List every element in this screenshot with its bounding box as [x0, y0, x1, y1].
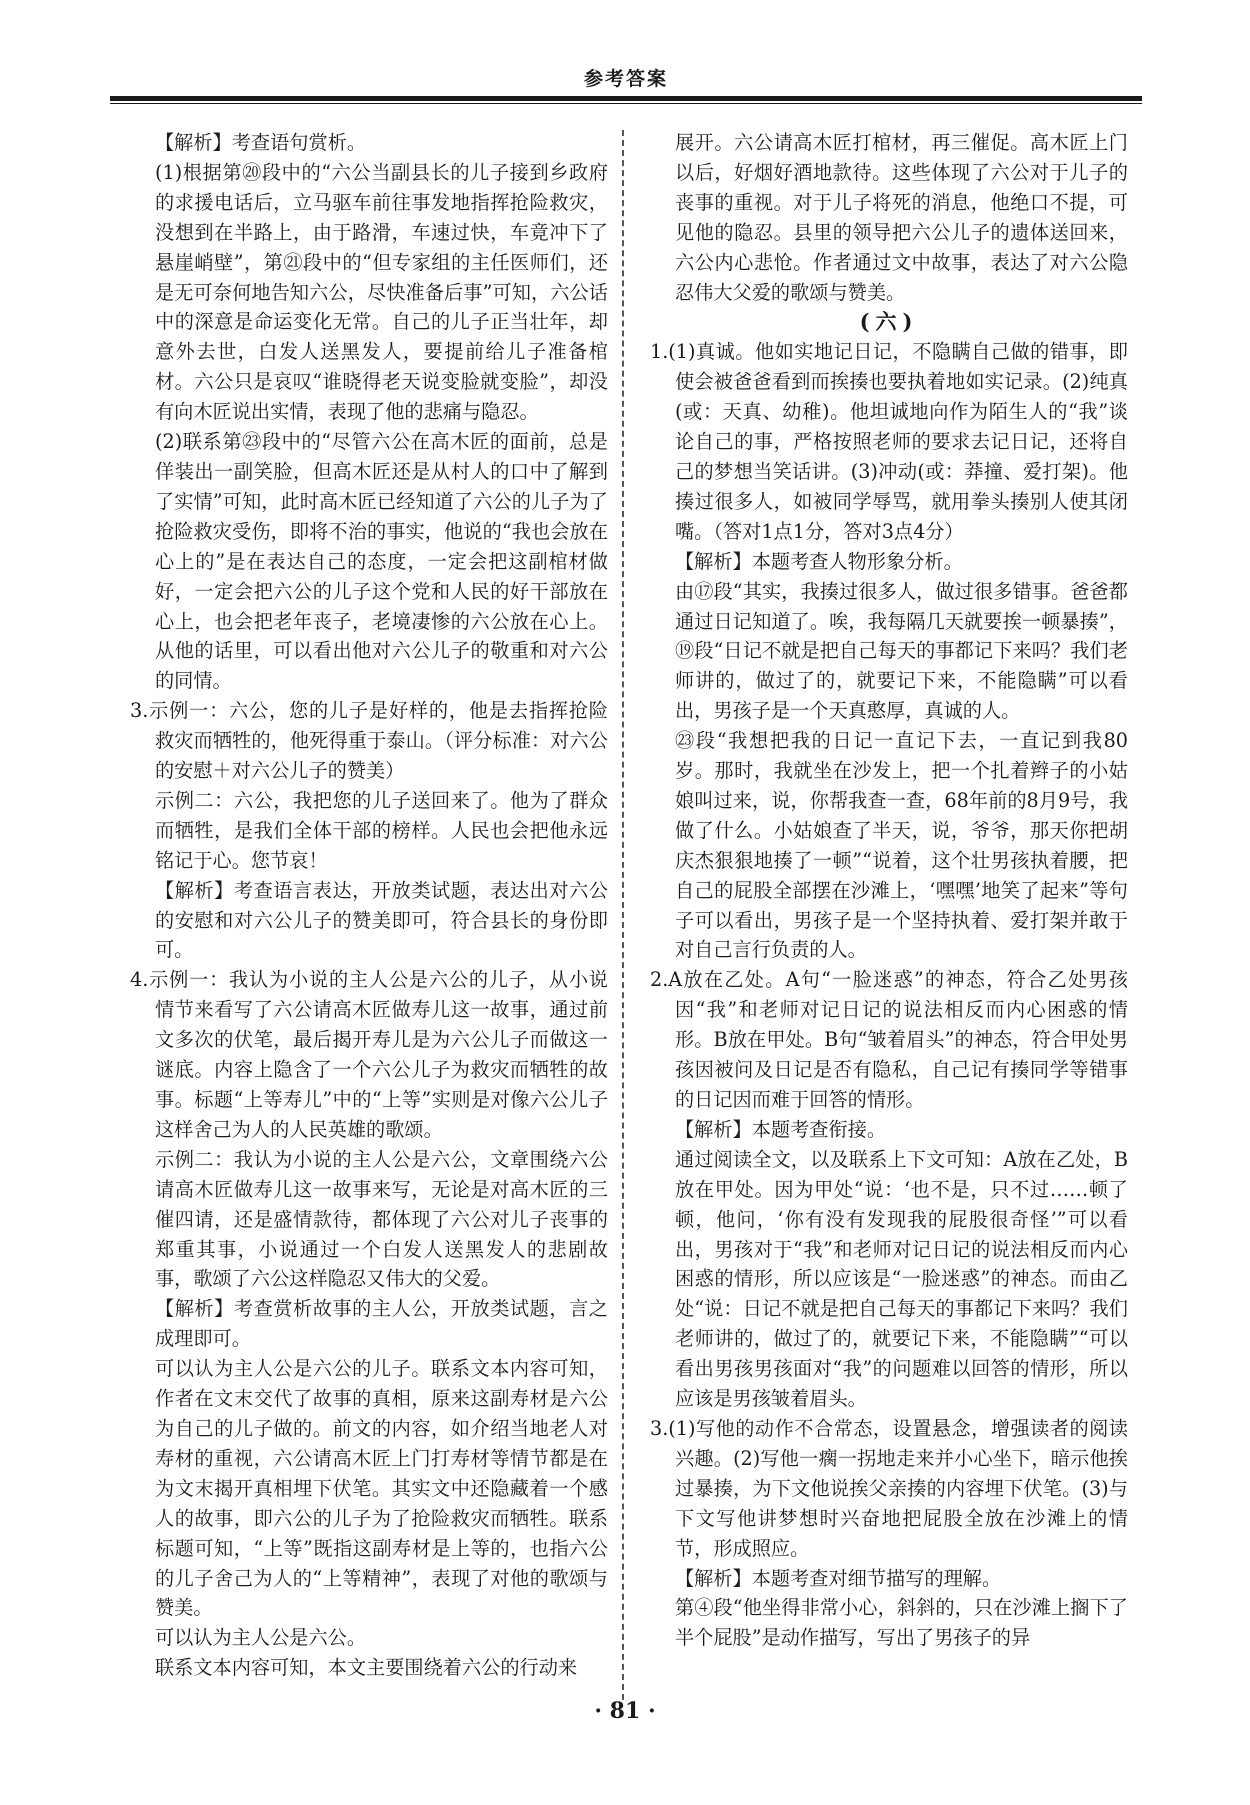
paragraph: 【解析】本题考查人物形象分析。: [675, 549, 963, 573]
answer-item: 3.(1)写他的动作不合常态，设置悬念，增强读者的阅读兴趣。(2)写他一瘸一拐地走来并小心坐下，暗示他挨过暴揍，为下文他说挨父亲揍的内容埋下伏笔。(3)与下文写他讲梦想时兴奋地把屁股全放在沙滩上的情节，形成照应。: [650, 1416, 1128, 1560]
paragraph: 第④段“他坐得非常小心，斜斜的，只在沙滩上搁下了半个屁股”是动作描写，写出了男孩子的异: [675, 1596, 1128, 1650]
right-column: [650, 128, 1128, 1653]
paragraph: 【解析】本题考查对细节描写的理解。: [675, 1566, 1002, 1590]
paragraph: 可以认为主人公是六公的儿子。联系文本内容可知，作者在文末交代了故事的真相，原来这副寿材是六公为自己的儿子做的。前文的内容，如介绍当地老人对寿材的重视，六公请高木匠上门打寿材等情节都是在为文末揭开真相埋下伏笔。其实文中还隐藏着一个感人的故事，即六公的儿子为了抢险救灾而牺牲。联系标题可知，“上等”既指这副寿材是上等的，也指六公的儿子舍己为人的“上等精神”，表现了对他的歌颂与赞美。: [155, 1357, 608, 1620]
page-header: [110, 58, 1142, 106]
header-title: 参考答案: [583, 68, 668, 90]
paragraph: 联系文本内容可知，本文主要围绕着六公的行动来: [155, 1656, 578, 1680]
paragraph: 【解析】考查赏析故事的主人公，开放类试题，言之成理即可。: [155, 1297, 608, 1351]
paragraph: 由⑰段“其实，我揍过很多人，做过很多错事。爸爸都通过日记知道了。唉，我每隔几天就要挨一顿暴揍”，⑲段“日记不就是把自己每天的事都记下来吗？我们老师讲的，做过了的，就要记下来，不能隐瞒”可以看出，男孩子是一个天真憨厚，真诚的人。: [675, 579, 1128, 723]
paragraph: 可以认为主人公是六公。: [155, 1626, 367, 1650]
paragraph: 【解析】考查语句赏析。: [155, 131, 367, 154]
paragraph: ㉓段“我想把我的日记一直记下去，一直记到我80岁。那时，我就坐在沙发上，把一个扎着辫子的小姑娘叫过来，说，你帮我查一查，68年前的8月9号，我做了什么。小姑娘查了半天，说，爷爷，那天你把胡庆杰狠狠地揍了一顿”“说着，这个壮男孩执着腰，把自己的屁股全部摆在沙滩上，‘嘿嘿’地笑了起来”等句子可以看出，男孩子是一个坚持执着、爱打架并敢于对自己言行负责的人。: [675, 729, 1128, 962]
paragraph: 示例二：我认为小说的主人公是六公，文章围绕六公请高木匠做寿儿这一故事来写，无论是对高木匠的三催四请，还是盛情款待，都体现了六公对儿子丧事的郑重其事，小说通过一个白发人送黑发人的悲剧故事，歌颂了六公这样隐忍又伟大的父爱。: [155, 1147, 608, 1291]
answer-item: 2.A放在乙处。A句“一脸迷惑”的神态，符合乙处男孩因“我”和老师对记日记的说法相反而内心困惑的情形。B放在甲处。B句“皱着眉头”的神态，符合甲处男孩因被问及日记是否有隐私，自己记有揍同学等错事的日记因而难于回答的情形。: [650, 968, 1128, 1111]
paragraph: 示例二：六公，我把您的儿子送回来了。他为了群众而牺牲，是我们全体干部的榜样。人民也会把他永远铭记于心。您节哀！: [155, 788, 608, 872]
paragraph: (1)根据第⑳段中的“六公当副县长的儿子接到乡政府的求援电话后，立马驱车前往事发地指挥抢险救灾，没想到在半路上，由于路滑，车速过快，车竟冲下了悬崖峭壁”，第㉑段中的“但专家组的主任医师们，还是无可奈何地告知六公，尽快准备后事”可知，六公话中的深意是命运变化无常。自己的儿子正当壮年，却意外去世，白发人送黑发人，要提前给儿子准备棺材。六公只是哀叹“谁晓得老天说变脸就变脸”，却没有向木匠说出实情，表现了他的悲痛与隐忍。: [155, 160, 608, 424]
paragraph: 【解析】本题考查衔接。: [675, 1117, 887, 1141]
header-rule: [110, 96, 1142, 101]
section-heading: (六): [859, 309, 919, 335]
paragraph: (2)联系第㉓段中的“尽管六公在高木匠的面前，总是佯装出一副笑脸，但高木匠还是从村人的口中了解到了实情”可知，此时高木匠已经知道了六公的儿子为了抢险救灾受伤，即将不治的事实，他说的“我也会放在心上的”是在表达自己的态度，一定会把这副棺材做好，一定会把六公的儿子这个党和人民的好干部放在心上，也会把老年丧子，老境凄惨的六公放在心上。从他的话里，可以看出他对六公儿子的敬重和对六公的同情。: [155, 430, 608, 693]
answer-item: 4.示例一：我认为小说的主人公是六公的儿子，从小说情节来看写了六公请高木匠做寿儿这一故事，通过前文多次的伏笔，最后揭开寿儿是为六公儿子而做这一谜底。内容上隐含了一个六公儿子为救灾而牺牲的故事。标题“上等寿儿”中的“上等”实则是对像六公儿子这样舍己为人的人民英雄的歌颂。: [130, 968, 608, 1141]
paragraph: 【解析】考查语言表达，开放类试题，表达出对六公的安慰和对六公儿子的赞美即可，符合县长的身份即可。: [155, 878, 608, 962]
answer-item: 1.(1)真诚。他如实地记日记，不隐瞒自己做的错事，即使会被爸爸看到而挨揍也要执着地如实记录。(2)纯真(或：天真、幼稚)。他坦诚地向作为陌生人的“我”谈论自己的事，严格按照老师的要求去记日记，还将自己的梦想当笑话讲。(3)冲动(或：莽撞、爱打架)。他揍过很多人，如被同学辱骂，就用拳头揍别人使其闭嘴。（答对1点1分，答对3点4分）: [650, 340, 1128, 543]
left-column: [130, 128, 608, 1683]
paragraph: 通过阅读全文，以及联系上下文可知：A放在乙处，B放在甲处。因为甲处“说：‘也不是，只不过……顿了顿，他问，‘你有没有发现我的屁股很奇怪’”可以看出，男孩对于“我”和老师对记日记的说法相反而内心困惑的情形，所以应该是“一脸迷惑”的神态。而由乙处“说：日记不就是把自己每天的事都记下来吗？我们老师讲的，做过了的，就要记下来，不能隐瞒”“可以看出男孩男孩面对“我”的问题难以回答的情形，所以应该是男孩皱着眉头。: [675, 1147, 1128, 1411]
header-rule-thin: [110, 103, 1142, 104]
answer-item: 3.示例一：六公，您的儿子是好样的，他是去指挥抢险救灾而牺牲的，他死得重于泰山。（评分标准：对六公的安慰＋对六公儿子的赞美）: [130, 699, 608, 783]
page-number: · 81 ·: [594, 1698, 656, 1724]
paragraph: 展开。六公请高木匠打棺材，再三催促。高木匠上门以后，好烟好酒地款待。这些体现了六公对于儿子的丧事的重视。对于儿子将死的消息，他绝口不提，可见他的隐忍。县里的领导把六公儿子的遗体送回来，六公内心悲怆。作者通过文中故事，表达了对六公隐忍伟大父爱的歌颂与赞美。: [675, 131, 1128, 304]
column-divider: [622, 130, 624, 1700]
